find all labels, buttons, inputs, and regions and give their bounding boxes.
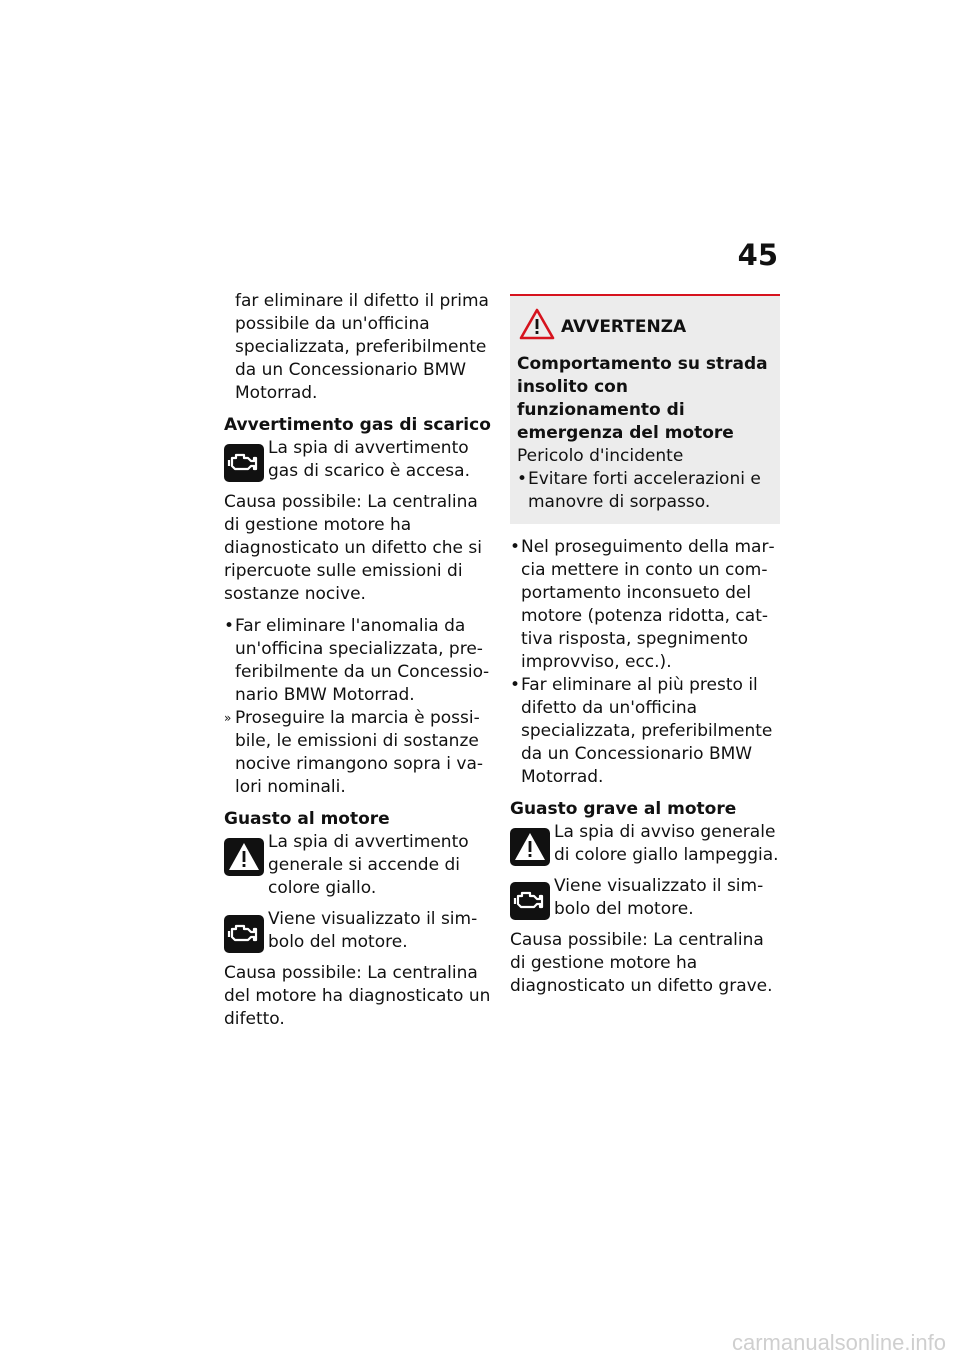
exhaust-bullet-text: Far eliminare l'anomalia da un'officina specializzata, preferibilmente da un Concessionario BMW Motorrad. — [235, 616, 490, 705]
watermark: carmanualsonline.info — [731, 1330, 946, 1355]
exhaust-result — [224, 707, 492, 799]
repair-bullet-text: Far eliminare al più presto il difetto da un'officina specializzata, preferibilmente da un Concessionario BMW Motorrad. — [521, 675, 773, 787]
general-warning-text: La spia di avvertimento generale si accende di colore giallo. — [268, 832, 469, 898]
engine-fault-cause: Causa possibile: La centralina del motore ha diagnosticato un difetto. — [224, 963, 491, 1029]
engine-symbol-text-severe: Viene visualizzato il simbolo del motore. — [554, 876, 764, 919]
left-column — [224, 290, 492, 1040]
bullet-mark: • — [224, 616, 235, 636]
warning-title-row — [517, 308, 772, 347]
general-warning-flashing-indicator — [510, 821, 780, 867]
exhaust-result-text: Proseguire la marcia è possibile, le emissioni di sostanze nocive rimangono sopra i valori nominali. — [235, 708, 484, 797]
section-heading-engine-fault: Guasto al motore — [224, 809, 390, 829]
page-number: 45 — [737, 238, 778, 272]
section-heading-exhaust-warning: Avvertimento gas di scarico — [224, 415, 491, 435]
engine-symbol-indicator-severe — [510, 875, 780, 921]
warning-box — [510, 294, 780, 524]
general-warning-indicator — [224, 831, 492, 900]
engine-symbol-text: Viene visualizzato il simbolo del motore. — [268, 909, 478, 952]
section-heading-severe-engine-fault: Guasto grave al motore — [510, 799, 737, 819]
engine-symbol-indicator — [224, 908, 492, 954]
continue-bullet-text: Nel proseguimento della marcia mettere in conto un comportamento inconsueto del motore (potenza ridotta, cattiva risposta, spegnimento improvviso, ecc.). — [521, 537, 775, 672]
severe-fault-cause: Causa possibile: La centralina di gestione motore ha diagnosticato un difetto grave. — [510, 930, 773, 996]
bullet-mark: • — [517, 469, 528, 489]
exhaust-cause: Causa possibile: La centralina di gestione motore ha diagnosticato un difetto che si ripercuote sulle emissioni di sostanze nocive. — [224, 492, 482, 604]
exhaust-warning-indicator — [224, 437, 492, 483]
warning-triangle-icon — [510, 828, 550, 866]
warning-text: Pericolo d'incidente — [517, 446, 684, 466]
warning-triangle-icon — [224, 838, 264, 876]
warning-heading: Comportamento su strada insolito con funzionamento di emergenza del motore — [517, 354, 768, 443]
continue-bullet — [510, 536, 780, 674]
engine-icon — [224, 915, 264, 953]
right-column — [510, 294, 780, 1007]
warning-title: AVVERTENZA — [561, 317, 687, 337]
repair-bullet — [510, 674, 780, 789]
general-warning-flashing-text: La spia di avviso generale di colore giallo lampeggia. — [554, 822, 779, 865]
engine-icon — [510, 882, 550, 920]
engine-icon — [224, 444, 264, 482]
warning-bullet — [517, 468, 772, 514]
result-mark: » — [224, 711, 232, 725]
bullet-mark: • — [510, 537, 521, 557]
warning-bullet-text: Evitare forti accelerazioni e manovre di sorpasso. — [528, 469, 761, 512]
bullet-mark: • — [510, 675, 521, 695]
exhaust-warning-text: La spia di avvertimento gas di scarico è accesa. — [268, 438, 470, 481]
continuation-paragraph: far eliminare il difetto il prima possibile da un'officina specializzata, preferibilmente da un Concessionario BMW Motorrad. — [235, 291, 489, 403]
exhaust-bullet — [224, 615, 492, 707]
warning-triangle-icon — [519, 308, 555, 347]
